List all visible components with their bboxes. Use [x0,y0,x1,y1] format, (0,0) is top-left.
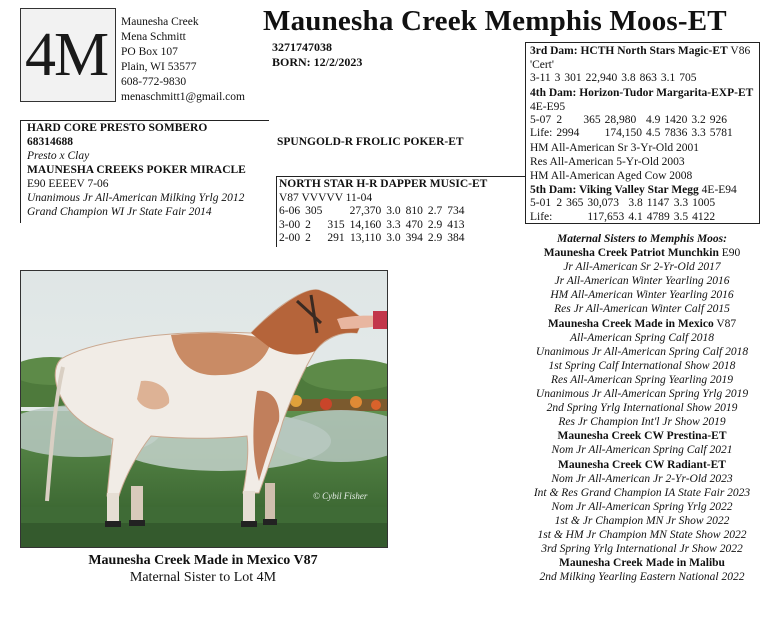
fourth-dam: 4th Dam: Horizon-Tudor Margarita-EXP-ET [530,86,754,99]
contact-email: menaschmitt1@gmail.com [121,91,245,103]
fifth-dam: 5th Dam: Viking Valley Star Megg 4E-E94 [530,184,737,197]
third-dam-record: 3-11 3 301 22,940 3.8 863 3.1 705 [530,72,697,85]
sire-name: HARD CORE PRESTO SOMBERO [27,122,208,134]
dam-box [525,42,760,224]
maternal-sisters [523,232,761,584]
fourth-dam-records: 5-07 2 365 28,980 4.9 1420 3.2 926 Life: 2994 174,150 4.5 7836 3.3 5781 [530,113,733,140]
sire-reg: 68314688 [27,136,73,148]
sister-name: Maunesha Creek Made in Mexico V87 [547,317,737,330]
fourth-dam-score: 4E-E95 [530,100,566,113]
paternal-dam-name: MAUNESHA CREEKS POKER MIRACLE [27,164,246,176]
sister-name: Maunesha Creek CW Radiant-ET [558,458,726,471]
paternal-dam-honor: Unanimous Jr All-American Milking Yrlg 2012 [27,192,245,204]
record-row: 2-00 2 291 13,110 3.0 394 2.9 384 [279,232,465,244]
sister-name: Maunesha Creek Patriot Munchkin E90 [543,247,741,260]
mgs-name: NORTH STAR H-R DAPPER MUSIC-ET [279,178,488,190]
fourth-dam-honor: HM All-American Aged Cow 2008 [530,170,693,183]
birth-date: BORN: 12/2/2023 [272,55,363,69]
paternal-grandsire: SPUNGOLD-R FROLIC POKER-ET [277,136,464,148]
sister-honor: 2nd Milking Yearling Eastern National 2022 [539,571,745,584]
sister-honor: Nom Jr All-American Spring Yrlg 2022 [551,500,733,513]
fourth-dam-honor: Res All-American 5-Yr-Old 2003 [530,155,685,168]
sister-honor: 3rd Spring Yrlg International Jr Show 2022 [541,543,743,556]
record-row: 6-06 305 27,370 3.0 810 2.7 734 [279,205,465,217]
photo-caption [20,552,386,586]
cow-illustration [21,271,387,547]
sister-honor: 1st Spring Calf International Show 2018 [548,359,736,372]
third-dam-note: 'Cert' [530,59,554,72]
sister-honor: HM All-American Winter Yearling 2016 [550,289,734,302]
third-dam: 3rd Dam: HCTH North Stars Magic-ET V86 [530,45,751,57]
maternal-grandsire [276,176,525,247]
sister-honor: Res Jr All-American Winter Calf 2015 [554,303,730,316]
logo-text: 4M [25,21,108,89]
mgs-score: V87 VVVVV 11-04 [279,192,373,204]
contact-line: Mena Schmitt [121,31,186,43]
sister-honor: All-American Spring Calf 2018 [569,331,715,344]
caption-title: Maunesha Creek Made in Mexico V87 [88,553,318,568]
sister-name: Maunesha Creek Made in Malibu [559,557,725,570]
logo-box [20,8,116,102]
sister-honor: Jr All-American Sr 2-Yr-Old 2017 [563,261,721,274]
contact-line: PO Box 107 [121,46,178,58]
fourth-dam-honor: HM All-American Sr 3-Yr-Old 2001 [530,141,700,154]
sister-honor: Nom Jr All-American Jr 2-Yr-Old 2023 [551,472,733,485]
sister-honor: Res All-American Spring Yearling 2019 [550,373,734,386]
paternal-dam-score: E90 EEEEV 7-06 [27,178,109,190]
fifth-dam-records: 5-01 2 365 30,073 3.8 1147 3.3 1005 Life: 117,653 4.1 4789 3.5 4122 [530,197,716,223]
sister-honor: Jr All-American Winter Yearling 2016 [554,275,730,288]
sister-honor: Unanimous Jr All-American Spring Yrlg 2019 [535,388,749,401]
sire-pedigree [20,120,269,223]
sister-honor: 1st & HM Jr Champion MN State Show 2022 [537,528,747,541]
contact-line: Plain, WI 53577 [121,61,197,73]
photographer-signature: © Cybil Fisher [313,491,368,501]
paternal-dam-honor: Grand Champion WI Jr State Fair 2014 [27,206,212,218]
contact-line: Maunesha Creek [121,16,199,28]
sister-honor: Nom Jr All-American Spring Calf 2021 [551,444,733,457]
sister-honor: 1st & Jr Champion MN Jr Show 2022 [554,514,730,527]
sire-pedigree-line: Presto x Clay [27,150,90,162]
sister-honor: 2nd Spring Yrlg International Show 2019 [546,402,738,415]
sister-honor: Res Jr Champion Int'l Jr Show 2019 [558,416,726,429]
sister-honor: Int & Res Grand Champion IA State Fair 2023 [533,486,751,499]
sister-honor: Unanimous Jr All-American Spring Calf 2018 [535,345,749,358]
sister-name: Maunesha Creek CW Prestina-ET [557,430,727,443]
caption-subtitle: Maternal Sister to Lot 4M [129,570,277,585]
registration-number: 3271747038 [272,40,332,54]
sisters-heading: Maternal Sisters to Memphis Moos: [557,233,727,245]
page-title: Maunesha Creek Memphis Moos-ET [263,5,727,37]
record-row: 3-00 2 315 14,160 3.3 470 2.9 413 [279,218,465,231]
mgs-records [279,205,469,246]
contact-info [121,15,245,105]
cow-photo [20,270,388,548]
contact-line: 608-772-9830 [121,76,187,88]
